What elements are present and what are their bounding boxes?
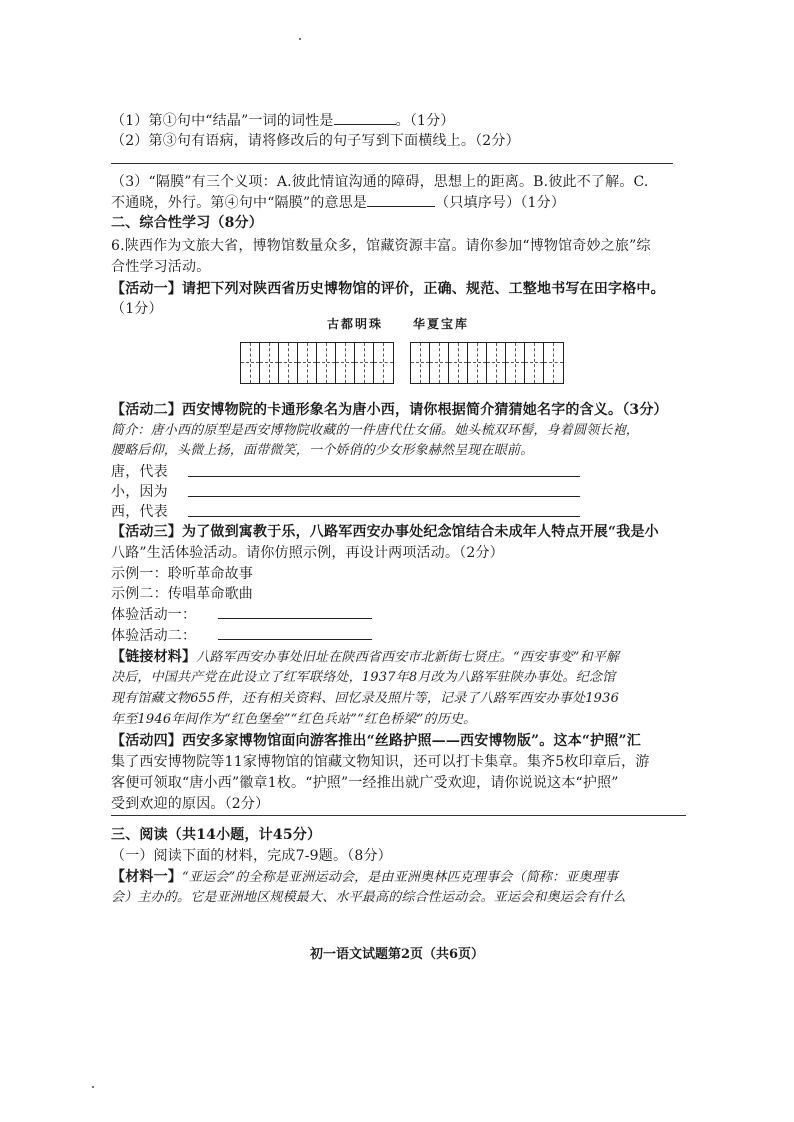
answer-line-xi[interactable] — [188, 516, 580, 517]
section-3-heading: 三、阅读（共14小题，计45分） — [111, 827, 322, 843]
experience-1-label: 体验活动一： — [111, 607, 197, 623]
example-2: 示例二：传唱革命歌曲 — [111, 586, 253, 602]
phrase-a-caption: 古都明珠 — [327, 317, 384, 331]
grid-cell[interactable] — [449, 343, 468, 383]
answer-line-tang[interactable] — [188, 476, 580, 477]
material-1-line1: 【材料一】“亚运会”的全称是亚洲运动会，是由亚洲奥林匹克理事会（简称：亚奥理事 — [111, 869, 619, 885]
link-material-line3: 现有馆藏文物655件，还有相关资料、回忆录及照片等，记录了八路军西安办事处1936 — [111, 691, 620, 706]
answer-line-experience-1[interactable] — [218, 618, 372, 619]
row-tang-label: 唐，代表 — [111, 464, 168, 480]
link-material-line1: 【链接材料】八路军西安办事处旧址在陕西省西安市北新街七贤庄。“西安事变”和平解 — [111, 649, 620, 665]
activity-2-title: 【活动二】西安博物院的卡通形象名为唐小西，请你根据简介猜猜她名字的含义。（3分） — [111, 402, 668, 418]
grid-cell[interactable] — [317, 343, 336, 383]
experience-2-label: 体验活动二： — [111, 628, 197, 644]
row-xiao-label: 小，因为 — [111, 484, 168, 500]
grid-cell[interactable] — [544, 343, 563, 383]
question-part-3-line1: （3）“隔膜”有三个义项：A.彼此情谊沟通的障碍，思想上的距离。B.彼此不了解。C. — [111, 174, 649, 190]
grid-cell[interactable] — [487, 343, 506, 383]
answer-line-corrected-sentence[interactable] — [111, 163, 673, 164]
grid-cell[interactable] — [355, 343, 374, 383]
scan-speck — [92, 1086, 94, 1088]
answer-line-experience-2[interactable] — [218, 639, 372, 640]
activity-2-intro-line2: 腰略后仰，头微上扬，面带微笑，一个娇俏的少女形象赫然呈现在眼前。 — [111, 443, 534, 458]
grid-cell[interactable] — [430, 343, 449, 383]
answer-blank-word-class[interactable] — [334, 110, 396, 125]
tianzige-grid-a[interactable] — [240, 342, 394, 384]
activity-4-line2: 集了西安博物院等11家博物馆的馆藏文物知识，还可以打卡集章。集齐5枚印章后，游 — [111, 754, 650, 770]
grid-cell[interactable] — [506, 343, 525, 383]
answer-line-passport-reason[interactable] — [111, 815, 686, 816]
question-6-line2: 合性学习活动。 — [111, 259, 211, 275]
material-1-line2: 会）主办的。它是亚洲地区规模最大、水平最高的综合性运动会。亚运会和奥运会有什么 — [111, 890, 626, 905]
activity-4-line4: 受到欢迎的原因。（2分） — [111, 796, 270, 812]
activity-3-line2: 八路”生活体验活动。请你仿照示例，再设计两项活动。（2分） — [111, 545, 504, 561]
section-3-sub1: （一）阅读下面的材料，完成7-9题。（8分） — [111, 848, 392, 864]
question-6-line1: 6.陕西作为文旅大省，博物馆数量众多，馆藏资源丰富。请你参加“博物馆奇妙之旅”综 — [111, 238, 651, 254]
activity-4-line3: 客便可领取“唐小西”徽章1枚。“护照”一经推出就广受欢迎，请你说说这本“护照” — [111, 775, 619, 791]
section-2-heading: 二、综合性学习（8分） — [111, 215, 263, 231]
activity-3-line1: 【活动三】为了做到寓教于乐，八路军西安办事处纪念馆结合未成年人特点开展“我是小 — [111, 524, 659, 540]
activity-2-intro-line1: 简介：唐小西的原型是西安博物院收藏的一件唐代仕女俑。她头梳双环髻，身着圆领长袍， — [111, 423, 640, 438]
activity-4-line1: 【活动四】西安多家博物馆面向游客推出“丝路护照——西安博物版”。这本“护照”汇 — [111, 733, 642, 749]
example-1: 示例一：聆听革命故事 — [111, 566, 253, 582]
answer-blank-meaning[interactable] — [367, 192, 435, 207]
question-part-1: （1）第①句中“结晶”一词的词性是 。（1分） — [111, 110, 455, 131]
activity-1-line2: （1分） — [111, 301, 163, 317]
scan-speck — [299, 38, 301, 40]
link-material-line4: 年至1946年间作为“红色堡垒”“红色兵站”“红色桥梁”的历史。 — [111, 712, 477, 727]
question-part-3-line2: 不通晓，外行。第④句中“隔膜”的意思是 （只填序号）（1分） — [111, 192, 565, 213]
grid-cell[interactable] — [336, 343, 355, 383]
answer-line-xiao[interactable] — [188, 496, 580, 497]
phrase-b-caption: 华夏宝库 — [413, 317, 470, 331]
grid-cell[interactable] — [260, 343, 279, 383]
tianzige-grid-b[interactable] — [410, 342, 564, 384]
link-material-line2: 决后，中国共产党在此设立了红军联络处，1937年8月改为八路军驻陕办事处。纪念馆 — [111, 670, 616, 685]
grid-cell[interactable] — [468, 343, 487, 383]
grid-cell[interactable] — [374, 343, 393, 383]
grid-cell[interactable] — [241, 343, 260, 383]
grid-cell[interactable] — [298, 343, 317, 383]
grid-cell[interactable] — [525, 343, 544, 383]
page-footer: 初一语文试题第2页（共6页） — [309, 947, 485, 962]
grid-cell[interactable] — [279, 343, 298, 383]
grid-cell[interactable] — [411, 343, 430, 383]
row-xi-label: 西，代表 — [111, 504, 168, 520]
activity-1-line1: 【活动一】请把下列对陕西省历史博物馆的评价，正确、规范、工整地书写在田字格中。 — [111, 281, 665, 297]
question-part-2: （2）第③句有语病，请将修改后的句子写到下面横线上。（2分） — [111, 133, 520, 149]
